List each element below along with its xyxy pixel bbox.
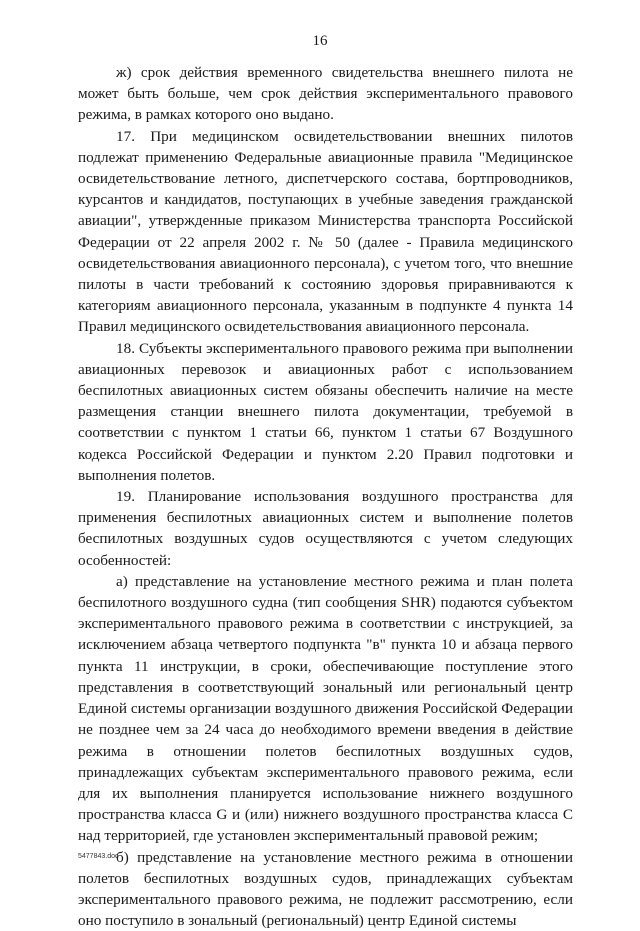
- paragraph-17: 17. При медицинском освидетельствовании внешних пилотов подлежат применению Федеральные авиационные правила "Медицинское освидетельствование летного, диспетчерского состава, бортпроводников, курсантов и кандидатов, поступающих в учебные заведения гражданской авиации", утвержденные приказом Министерства транспорта Российской Федерации от 22 апреля 2002 г. № 50 (далее - Правила медицинского освидетельствования авиационного персонала), с учетом того, что внешние пилоты в части требований к состоянию здоровья приравниваются к категориям авиационного персонала, указанным в подпункте 4 пункта 14 Правил медицинского освидетельствования авиационного персонала.: [78, 127, 573, 336]
- paragraph-19a: а) представление на установление местного режима и план полета беспилотного воздушного судна (тип сообщения SHR) подаются субъектом экспериментального правового режима в соответствии с инструкцией, за исключением абзаца четвертого подпункта "в" пункта 10 и абзаца первого пункта 11 инструкции, в сроки, обеспечивающие поступление этого представления в соответствующий зональный или региональный центр Единой системы организации воздушного движения Российской Федерации не позднее чем за 24 часа до необходимого времени введения в действие режима в отношении полетов беспилотных воздушных судов, принадлежащих субъектам экспериментального правового режима, если для их выполнения планируется использование нижнего воздушного пространства класса G и (или) нижнего воздушного пространства класса С над территорией, где установлен экспериментальный правовой режим;: [78, 572, 573, 845]
- paragraph-zh: ж) срок действия временного свидетельства внешнего пилота не может быть больше, чем срок действия экспериментального правового режима, в рамках которого оно выдано.: [78, 64, 573, 124]
- footer-filename: 5477843.doc: [78, 853, 119, 860]
- paragraph-19: 19. Планирование использования воздушного пространства для применения беспилотных авиационных систем и выполнение полетов беспилотных воздушных судов осуществляются с учетом следующих особенностей:: [78, 488, 573, 569]
- document-body: [78, 62, 573, 931]
- paragraph-18: 18. Субъекты экспериментального правового режима при выполнении авиационных перевозок и авиационных работ с использованием беспилотных авиационных систем обязаны обеспечить наличие на месте размещения станции внешнего пилота документации, требуемой в соответствии с пунктом 1 статьи 66, пунктом 1 статьи 67 Воздушного кодекса Российской Федерации и пунктом 2.20 Правил подготовки и выполнения полетов.: [78, 339, 573, 484]
- page-number: 16: [312, 33, 328, 49]
- paragraph-19b: б) представление на установление местного режима в отношении полетов беспилотных воздушных судов, принадлежащих субъектам экспериментального правового режима, не подлежит рассмотрению, если оно поступило в зональный (региональный) центр Единой системы: [78, 848, 573, 930]
